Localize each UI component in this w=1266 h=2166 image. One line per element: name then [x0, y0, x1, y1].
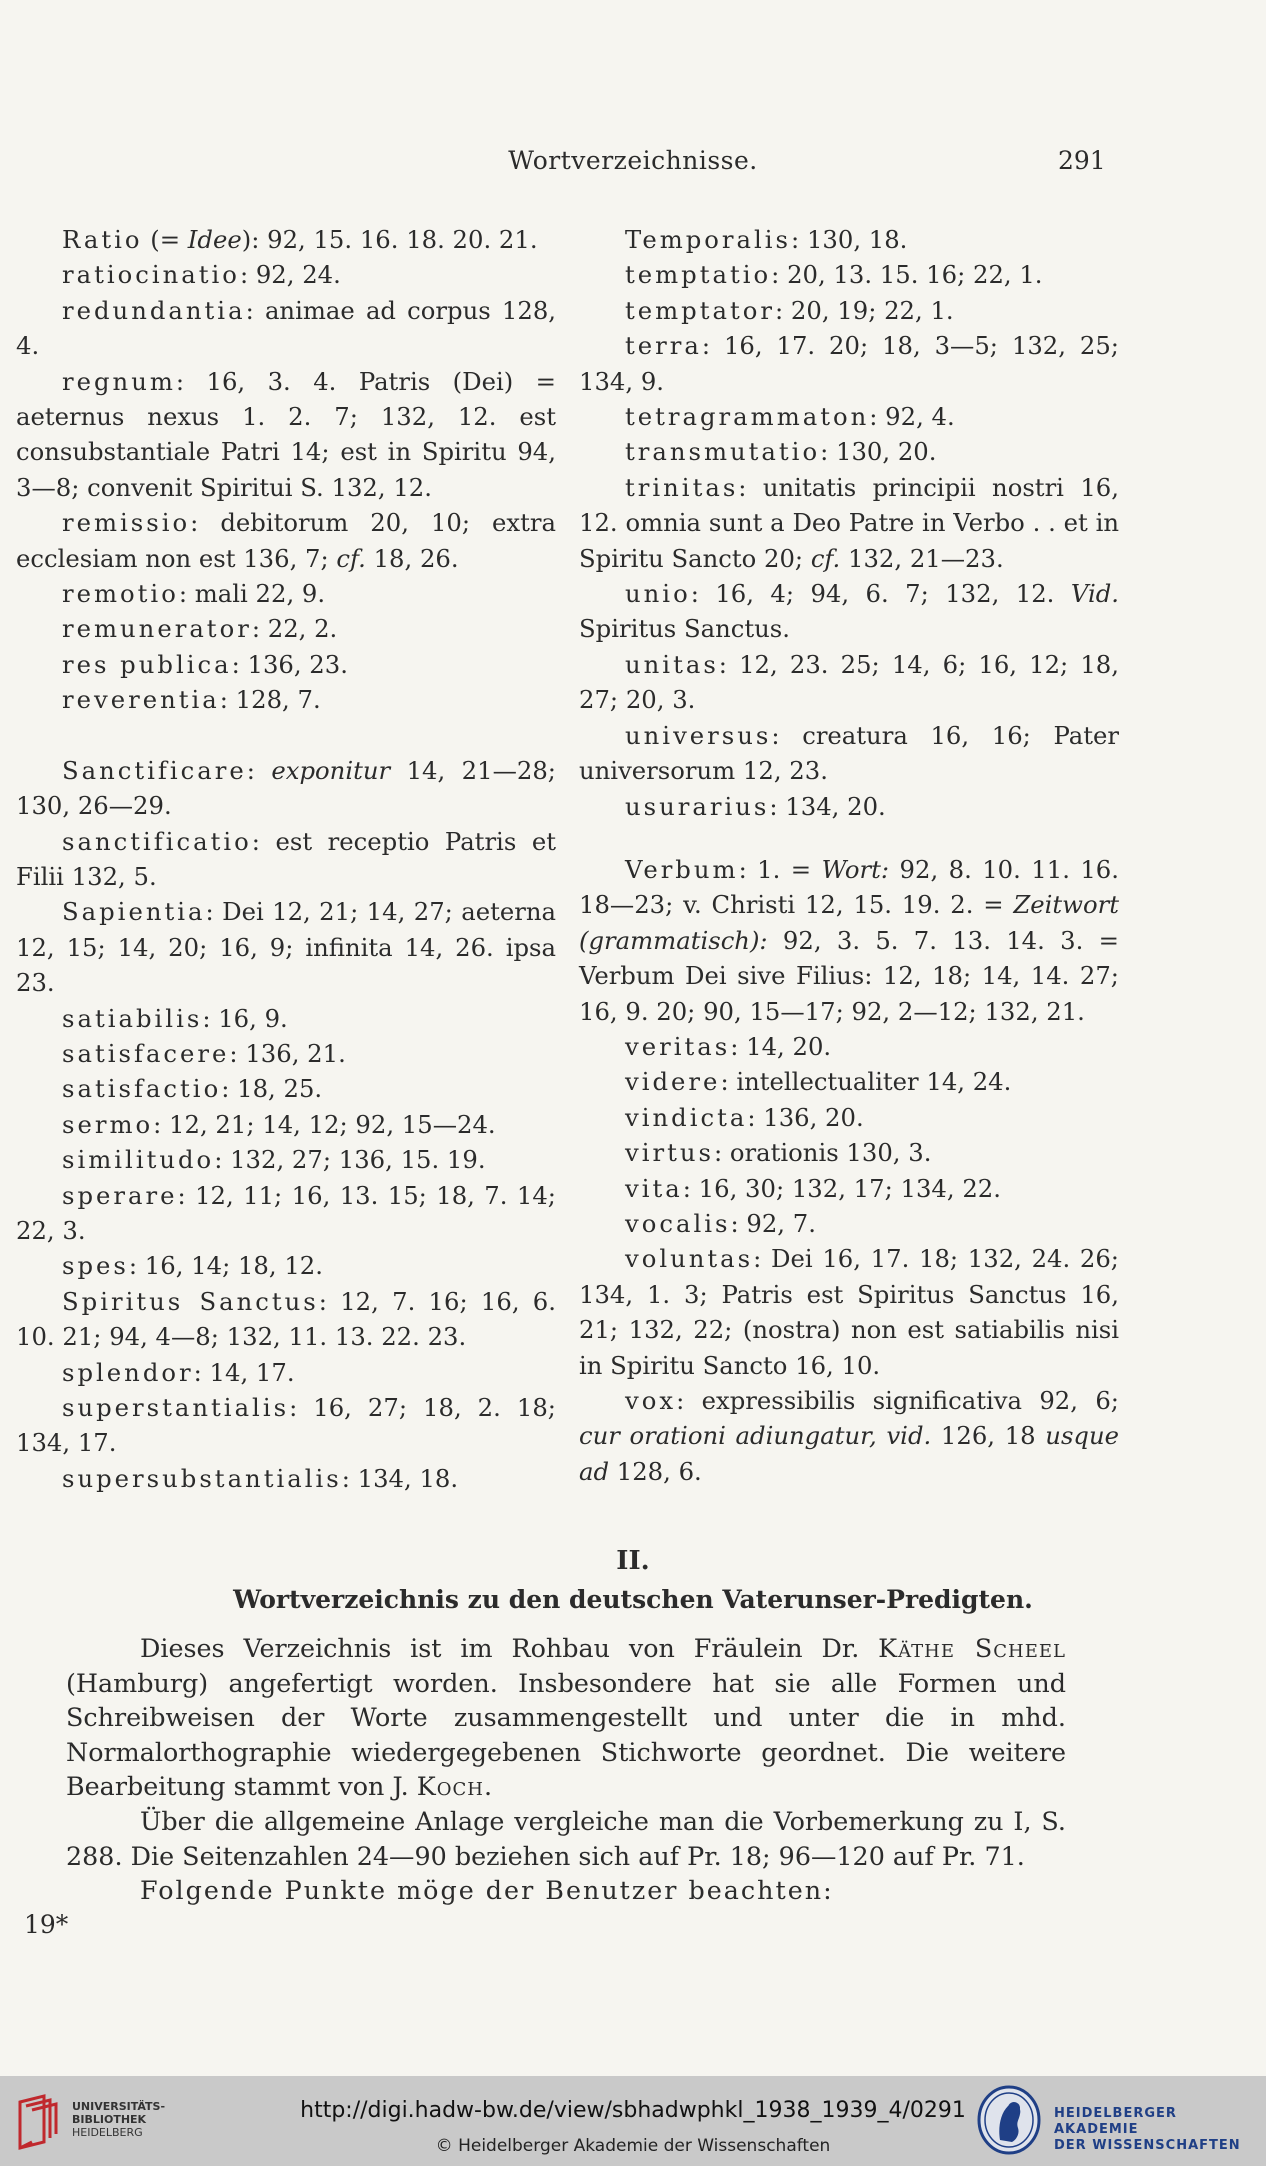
- index-entry: redundantia: animae ad corpus 128, 4.: [16, 295, 556, 361]
- body-paragraph: Dieses Verzeichnis ist im Rohbau von Fräulein Dr. Käthe Scheel (Hamburg) angefertigt worden. Insbesondere hat sie alle Formen und Schreibweisen der Worte zusammengestellt und unter die in mhd. Normalorthographie wiedergegebenen Stichworte geordnet. Die weitere Bearbeitung stammt von J. Koch.: [66, 1633, 1066, 1802]
- index-entry: usurarius: 134, 20.: [625, 791, 886, 821]
- index-entry: universus: creatura 16, 16; Pater universorum 12, 23.: [579, 720, 1119, 786]
- index-entry: Temporalis: 130, 18.: [625, 225, 908, 254]
- index-entry: superstantialis: 16, 27; 18, 2. 18; 134, 17.: [16, 1393, 556, 1458]
- index-entry: vita: 16, 30; 132, 17; 134, 22.: [625, 1173, 1001, 1203]
- index-column-right: [579, 222, 1119, 1489]
- index-entry: tetragrammaton: 92, 4.: [625, 402, 955, 432]
- index-entry: remunerator: 22, 2.: [62, 614, 338, 644]
- index-entry: ratiocinatio: 92, 24.: [62, 260, 341, 290]
- index-entry: reverentia: 128, 7.: [62, 685, 321, 715]
- page-number: 291: [1058, 146, 1106, 175]
- university-library-name: UNIVERSITÄTS- BIBLIOTHEK HEIDELBERG: [72, 2100, 166, 2139]
- index-entry: vocalis: 92, 7.: [625, 1208, 816, 1238]
- index-column-left: [16, 222, 556, 1496]
- index-entry: Sapientia: Dei 12, 21; 14, 27; aeterna 12, 15; 14, 20; 16, 9; infinita 14, 26. ipsa 23.: [16, 897, 556, 998]
- index-entry: vox: expressibilis significativa 92, 6; cur orationi adiungatur, vid. 126, 18 usque ad 128, 6.: [579, 1386, 1119, 1486]
- index-entry: satiabilis: 16, 9.: [62, 1003, 288, 1033]
- index-entry: satisfactio: 18, 25.: [62, 1074, 323, 1104]
- index-entry: regnum: 16, 3. 4. Patris (Dei) = aeternus nexus 1. 2. 7; 132, 12. est consubstantiale Patri 14; est in Spiritu 94, 3—8; convenit Spiritui S. 132, 12.: [16, 366, 556, 502]
- index-entry: unitas: 12, 23. 25; 14, 6; 16, 12; 18, 27; 20, 3.: [579, 649, 1119, 715]
- index-entry: unio: 16, 4; 94, 6. 7; 132, 12. Vid. Spiritus Sanctus.: [579, 579, 1119, 644]
- index-entry: voluntas: Dei 16, 17. 18; 132, 24. 26; 134, 1. 3; Patris est Spiritus Sanctus 16, 21; 132, 22; (nostra) non est satiabilis nisi in Spiritu Sancto 16, 10.: [579, 1244, 1119, 1380]
- running-header: Wortverzeichnisse.: [508, 146, 758, 175]
- academy-seal-icon: [976, 2084, 1042, 2156]
- index-entry: res publica: 136, 23.: [62, 649, 348, 679]
- section-number: II.: [616, 1546, 650, 1576]
- permalink-url[interactable]: http://digi.hadw-bw.de/view/sbhadwphkl_1938_1939_4/0291: [300, 2098, 966, 2123]
- index-entry: Spiritus Sanctus: 12, 7. 16; 16, 6. 10. 21; 94, 4—8; 132, 11. 13. 22. 23.: [16, 1286, 556, 1352]
- index-entry: veritas: 14, 20.: [625, 1031, 832, 1061]
- section-title: Wortverzeichnis zu den deutschen Vaterunser-Predigten.: [233, 1585, 1033, 1614]
- index-entry: sanctificatio: est receptio Patris et Filii 132, 5.: [16, 826, 556, 891]
- index-entry: Sanctificare: exponitur 14, 21—28; 130, 26—29.: [16, 755, 556, 821]
- index-entry: sperare: 12, 11; 16, 13. 15; 18, 7. 14; 22, 3.: [16, 1180, 556, 1245]
- index-entry: remissio: debitorum 20, 10; extra ecclesiam non est 136, 7; cf. 18, 26.: [16, 508, 556, 573]
- index-entry: sermo: 12, 21; 14, 12; 92, 15—24.: [62, 1109, 496, 1139]
- index-entry: splendor: 14, 17.: [62, 1357, 295, 1387]
- index-entry: videre: intellectualiter 14, 24.: [625, 1067, 1012, 1097]
- academy-name: HEIDELBERGER AKADEMIE DER WISSENSCHAFTEN: [1054, 2106, 1241, 2153]
- body-paragraph: Folgende Punkte möge der Benutzer beachten:: [140, 1875, 834, 1906]
- index-entry: spes: 16, 14; 18, 12.: [62, 1251, 323, 1281]
- copyright-notice: © Heidelberger Akademie der Wissenschaften: [435, 2136, 831, 2156]
- index-entry: Verbum: 1. = Wort: 92, 8. 10. 11. 16. 18—23; v. Christi 12, 15. 19. 2. = Zeitwort (grammatisch): 92, 3. 5. 7. 13. 14. 3. = Verbum Dei sive Filius: 12, 18; 14, 14. 27; 16, 9. 20; 90, 15—17; 92, 2—12; 132, 21.: [579, 854, 1119, 1026]
- index-entry: Ratio (= Idee): 92, 15. 16. 18. 20. 21.: [62, 225, 538, 254]
- index-entry: temptator: 20, 19; 22, 1.: [625, 295, 954, 325]
- footer-bar: [0, 2076, 1266, 2166]
- index-entry: remotio: mali 22, 9.: [62, 579, 326, 609]
- section-body: [66, 1631, 1066, 1908]
- index-entry: similitudo: 132, 27; 136, 15. 19.: [62, 1145, 486, 1175]
- index-entry: satisfacere: 136, 21.: [62, 1038, 346, 1068]
- index-entry: temptatio: 20, 13. 15. 16; 22, 1.: [625, 260, 1043, 290]
- index-entry: transmutatio: 130, 20.: [625, 437, 937, 467]
- index-entry: supersubstantialis: 134, 18.: [62, 1463, 459, 1493]
- index-entry: virtus: orationis 130, 3.: [625, 1138, 932, 1168]
- index-entry: trinitas: unitatis principii nostri 16, 12. omnia sunt a Deo Patre in Verbo . . et in Spiritu Sancto 20; cf. 132, 21—23.: [579, 472, 1119, 573]
- signature-mark: 19*: [24, 1910, 69, 1939]
- index-entry: vindicta: 136, 20.: [625, 1102, 864, 1132]
- index-entry: terra: 16, 17. 20; 18, 3—5; 132, 25; 134, 9.: [579, 331, 1119, 396]
- body-paragraph: Über die allgemeine Anlage vergleiche man die Vorbemerkung zu I, S. 288. Die Seitenzahlen 24—90 beziehen sich auf Pr. 18; 96—120 auf Pr. 71.: [66, 1805, 1066, 1871]
